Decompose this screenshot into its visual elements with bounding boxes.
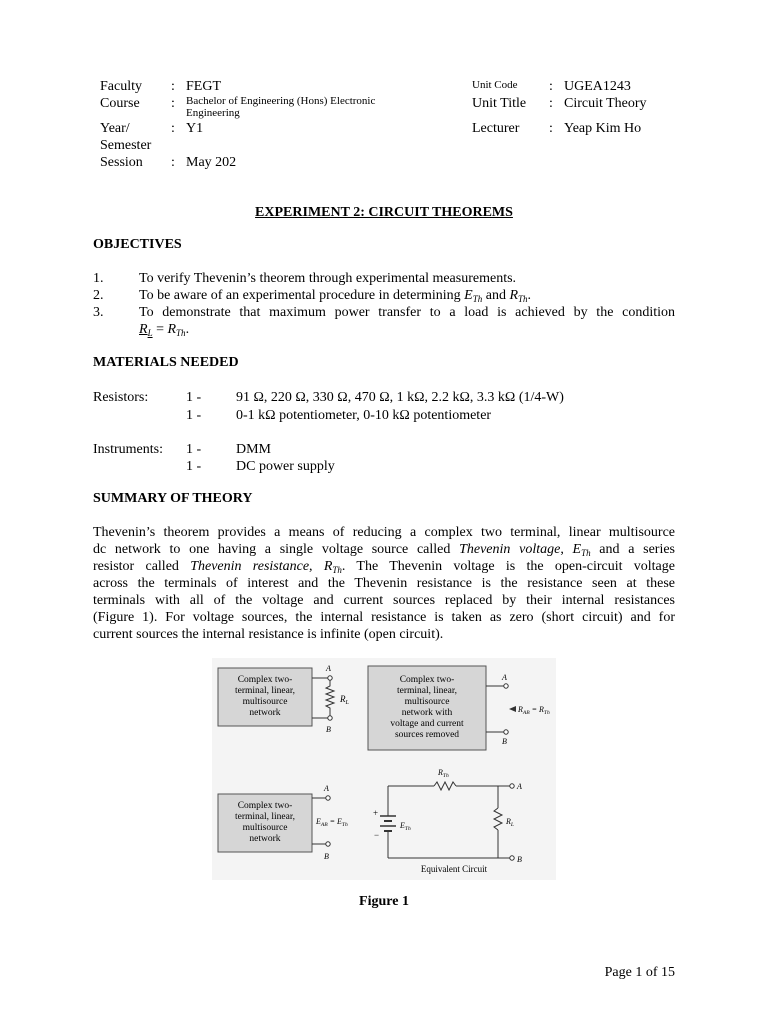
theory-paragraph: Thevenin’s theorem provides a means of reducing a complex two terminal, linear multisource dc network to one having a single voltage source called Thevenin voltage, $E_{Th}$ and a series resistor called Thevenin resistance, $R_{Th}$. The Thevenin voltage is the open-circuit voltage across the terminals of interest and the Thevenin resistance is the resistance seen at these terminals with all of the voltage and current sources replaced by their internal resistances (Figure 1). For voltage sources, the internal resistance is taken as zero (short circuit) and for current sources the internal resistance is infinite (open circuit). [93, 525, 675, 642]
box3-line: Complex two- [237, 801, 293, 811]
minus-sign: − [374, 830, 380, 840]
colon: : [171, 79, 175, 94]
box2-line: terminal, linear, [396, 686, 458, 696]
colon: : [171, 155, 175, 170]
box2-line: voltage and current [390, 719, 464, 729]
year-value: Y1 [186, 121, 204, 136]
lecturer-value: Yeap Kim Ho [564, 121, 642, 136]
figure-caption: Figure 1 [359, 894, 409, 909]
resistors-label: Resistors: [93, 390, 149, 405]
equivalent-circuit-label: Equivalent Circuit [420, 864, 488, 874]
box2-line: network with [401, 708, 453, 718]
terminal-b-label: B [502, 737, 507, 746]
box2-line: Complex two- [399, 675, 455, 685]
unit-code-value: UGEA1243 [564, 79, 631, 94]
rth-resistor-symbol [434, 782, 456, 790]
session-label: Session [100, 155, 143, 170]
objective-item: To verify Thevenin’s theorem through experimental measurements. [139, 271, 517, 286]
objectives-heading: OBJECTIVES [93, 237, 182, 252]
box2-line: sources removed [394, 730, 460, 740]
rth-label: $R_{Th}$ [438, 768, 449, 779]
box1-line: multisource [242, 697, 288, 707]
objective-number: 2. [93, 288, 104, 303]
box3-line: terminal, linear, [234, 812, 296, 822]
colon: : [549, 96, 553, 111]
box1-line: Complex two- [237, 675, 293, 685]
objective-item: To demonstrate that maximum power transfer to a load is achieved by the condition $R_L = R_{Th}$. [139, 305, 675, 338]
terminal-a-label: A [326, 664, 331, 673]
unit-code-label: Unit Code [472, 79, 518, 91]
page-number: Page 1 of 15 [604, 965, 675, 980]
instrument-dmm: DMM [236, 442, 272, 457]
instrument-power-supply: DC power supply [236, 459, 335, 474]
qty: 1 - [186, 390, 202, 405]
box3-line: network [249, 834, 281, 844]
terminal-b-label: B [326, 725, 331, 734]
terminal-b-label: B [517, 855, 522, 864]
year-label-line1: Year/ [100, 121, 130, 136]
rl-label: $R_L$ [340, 694, 349, 706]
box1-line: terminal, linear, [234, 686, 296, 696]
resistor-list: 91 Ω, 220 Ω, 330 Ω, 470 Ω, 1 kΩ, 2.2 kΩ, 3.3 kΩ (1/4-W) [236, 390, 564, 405]
unit-title-value: Circuit Theory [564, 96, 647, 111]
terminal-a-label: A [324, 784, 329, 793]
instruments-label: Instruments: [93, 442, 163, 457]
objective-item: To be aware of an experimental procedure in determining $E_{Th}$ and $R_{Th}$. [139, 288, 532, 304]
terminal-a-label: A [502, 673, 507, 682]
qty: 1 - [186, 442, 202, 457]
colon: : [549, 121, 553, 136]
qty: 1 - [186, 408, 202, 423]
rab-label: $R_{AB} = R_{Th}$ [518, 705, 550, 716]
rl-resistor-symbol [494, 808, 502, 830]
arrow-icon [509, 706, 516, 712]
colon: : [171, 96, 175, 111]
terminal-a-label: A [517, 782, 522, 791]
eab-label: $E_{AB} = E_{Th}$ [316, 817, 348, 828]
colon: : [549, 79, 553, 94]
objective-number: 3. [93, 305, 104, 320]
figure-1-image [212, 658, 556, 880]
unit-title-label: Unit Title [472, 96, 527, 111]
course-label: Course [100, 96, 140, 111]
experiment-title: EXPERIMENT 2: CIRCUIT THEOREMS [255, 205, 513, 220]
year-label-line2: Semester [100, 138, 152, 153]
load-resistor-symbol [326, 680, 334, 716]
box3-line: multisource [242, 823, 288, 833]
colon: : [171, 121, 175, 136]
box2-line: multisource [404, 697, 450, 707]
theory-heading: SUMMARY OF THEORY [93, 491, 253, 506]
course-value-line2: Engineering [186, 107, 240, 119]
course-value-line1: Bachelor of Engineering (Hons) Electronic [186, 95, 376, 107]
box1-line: network [249, 708, 281, 718]
objective-number: 1. [93, 271, 104, 286]
lecturer-label: Lecturer [472, 121, 520, 136]
rl-label: $R_L$ [506, 817, 514, 828]
materials-heading: MATERIALS NEEDED [93, 355, 239, 370]
potentiometer-list: 0-1 kΩ potentiometer, 0-10 kΩ potentiometer [236, 408, 492, 423]
faculty-value: FEGT [186, 79, 221, 94]
qty: 1 - [186, 459, 202, 474]
eth-label: $E_{Th}$ [400, 821, 411, 832]
circuit-diagram [212, 658, 556, 880]
session-value: May 202 [186, 155, 237, 170]
terminal-b-label: B [324, 852, 329, 861]
faculty-label: Faculty [100, 79, 142, 94]
plus-sign: + [373, 808, 379, 818]
